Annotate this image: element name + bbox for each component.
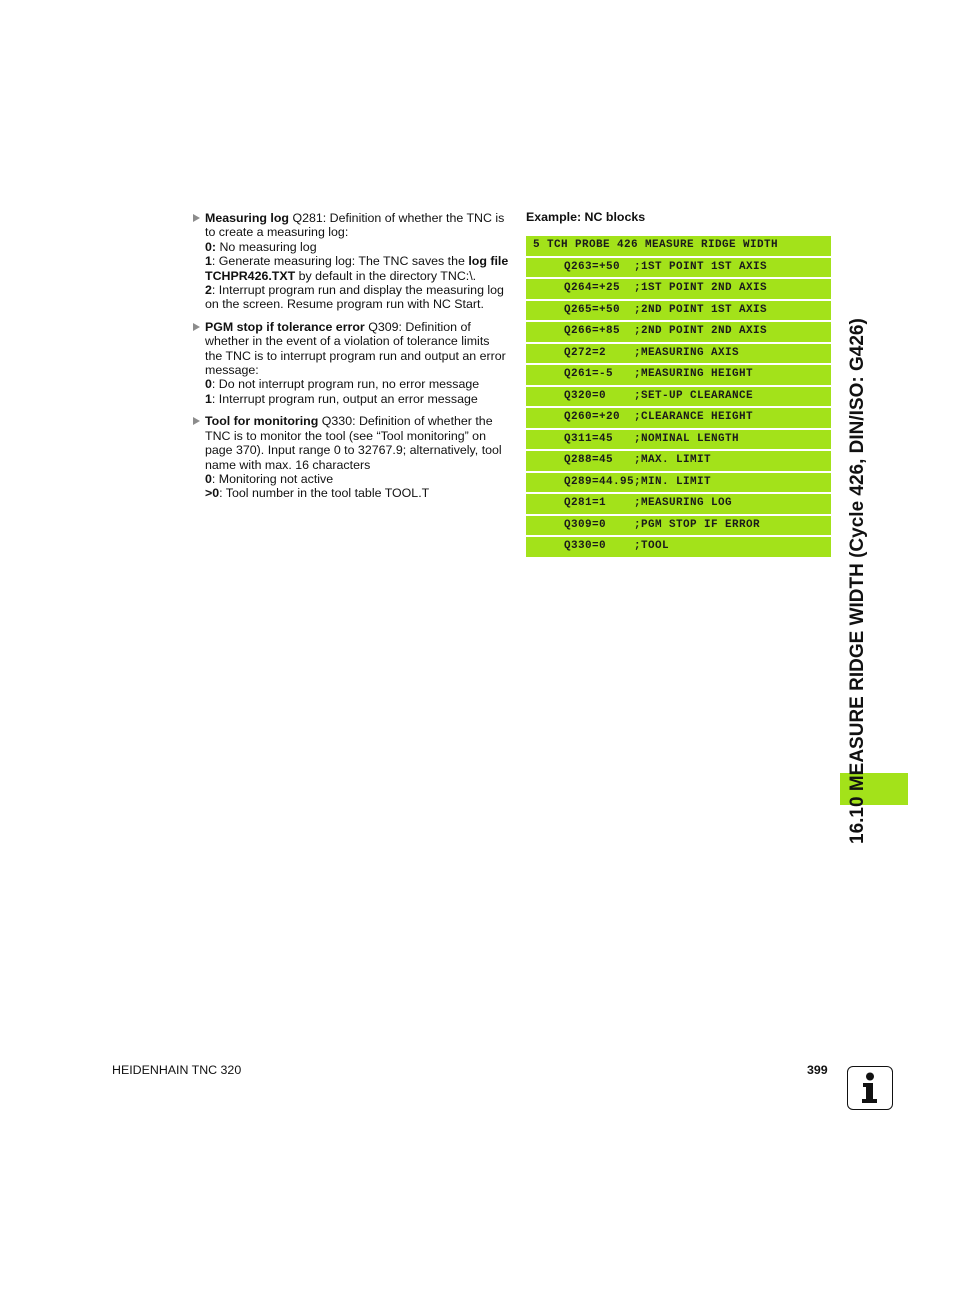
chapter-side-title: 16.10 MEASURE RIDGE WIDTH (Cycle 426, DIN/ISO: G426) [847, 318, 868, 844]
parameter-item [192, 414, 510, 500]
nc-line: Q272=2 ;MEASURING AXIS [526, 344, 831, 364]
nc-line: Q281=1 ;MEASURING LOG [526, 494, 831, 514]
parameter-text: Tool for monitoring Q330: Definition of whether the TNC is to monitor the tool (see “Tool monitoring” on page 370). Input range 0 to 32767.9; alternatively, tool name with max. 16 characters [205, 414, 502, 472]
parameter-item [192, 320, 510, 406]
info-icon [847, 1066, 893, 1110]
nc-line: Q311=45 ;NOMINAL LENGTH [526, 430, 831, 450]
parameter-item [192, 211, 510, 312]
parameter-text: PGM stop if tolerance error Q309: Definition of whether in the event of a violation of tolerance limits the TNC is to interrupt program run and output an error message: [205, 319, 506, 378]
nc-line: Q260=+20 ;CLEARANCE HEIGHT [526, 408, 831, 428]
example-heading: Example: NC blocks [526, 210, 646, 224]
parameter-text: 1: Interrupt program run, output an error message [205, 391, 478, 406]
nc-program-block [526, 236, 831, 559]
nc-line: Q266=+85 ;2ND POINT 2ND AXIS [526, 322, 831, 342]
nc-line: Q288=45 ;MAX. LIMIT [526, 451, 831, 471]
nc-line: Q330=0 ;TOOL [526, 537, 831, 557]
page-number: 399 [807, 1063, 828, 1077]
bullet-triangle-icon [193, 417, 200, 425]
nc-line: Q320=0 ;SET-UP CLEARANCE [526, 387, 831, 407]
parameter-text: 0: No measuring log [205, 239, 317, 254]
footer-manual-name: HEIDENHAIN TNC 320 [112, 1063, 242, 1077]
parameter-text: >0: Tool number in the tool table TOOL.T [205, 486, 430, 501]
nc-line: Q263=+50 ;1ST POINT 1ST AXIS [526, 258, 831, 278]
nc-line: Q265=+50 ;2ND POINT 1ST AXIS [526, 301, 831, 321]
parameter-text: 2: Interrupt program run and display the measuring log on the screen. Resume program run with NC Start. [205, 283, 504, 312]
nc-line: Q264=+25 ;1ST POINT 2ND AXIS [526, 279, 831, 299]
parameter-text: 0: Do not interrupt program run, no error message [205, 377, 480, 392]
nc-line: 5 TCH PROBE 426 MEASURE RIDGE WIDTH [526, 236, 831, 256]
parameter-list [192, 211, 510, 509]
nc-line: Q261=-5 ;MEASURING HEIGHT [526, 365, 831, 385]
parameter-text: 1: Generate measuring log: The TNC saves the log file TCHPR426.TXT by default in the directory TNC:\. [205, 254, 509, 283]
bullet-triangle-icon [193, 214, 200, 222]
nc-line: Q289=44.95;MIN. LIMIT [526, 473, 831, 493]
parameter-text: 0: Monitoring not active [205, 471, 334, 486]
nc-line: Q309=0 ;PGM STOP IF ERROR [526, 516, 831, 536]
parameter-text: Measuring log Q281: Definition of whether the TNC is to create a measuring log: [205, 211, 505, 240]
bullet-triangle-icon [193, 323, 200, 331]
